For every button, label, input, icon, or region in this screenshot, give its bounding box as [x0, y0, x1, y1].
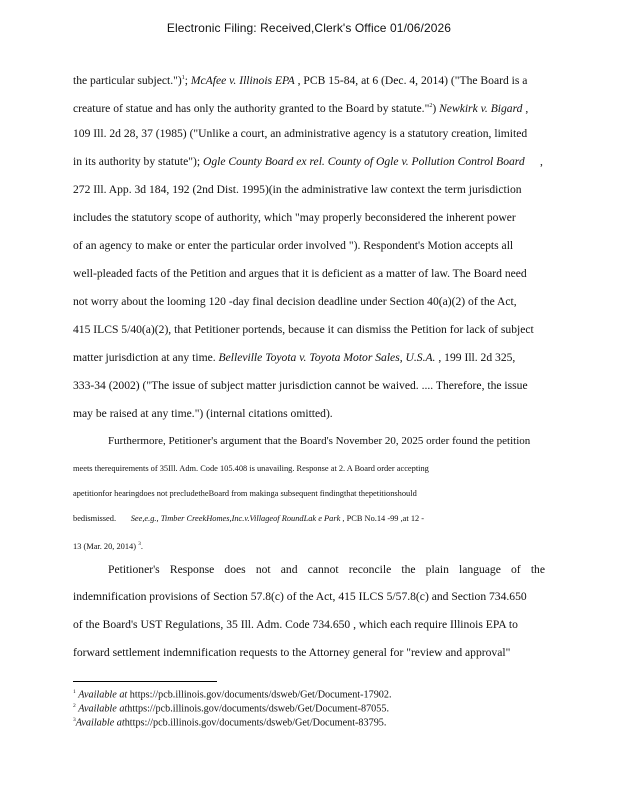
paragraph-2-line-1: Furthermore, Petitioner's argument that the Board's November 20, 2025 order found the petition	[108, 435, 531, 447]
body-line-4: in its authority by statute"); Ogle County Board ex rel. County of Ogle v. Pollution Control Board ,	[73, 155, 543, 168]
footnote-ref-3: 3	[138, 541, 141, 547]
case-citation: See,e.g., Timber CreekHomes,Inc.v.Villageof RoundLak e Park	[130, 514, 341, 523]
paragraph-3-line-1: Petitioner's Response does not and cannot reconcile the plain language of the	[108, 563, 545, 576]
body-line-9: not worry about the looming 120 -day final decision deadline under Section 40(a)(2) of the Act,	[73, 295, 517, 308]
footnote-link[interactable]: https://pcb.illinois.gov/documents/dsweb/Get/Document-83795.	[124, 717, 387, 729]
body-line-10: 415 ILCS 5/40(a)(2), that Petitioner portends, because it can dismiss the Petition for lack of subject	[73, 323, 534, 336]
body-line-1: the particular subject.")$^1$; McAfee v. Illinois EPA , PCB 15-84, at 6 (Dec. 4, 2014) ("The Board is a	[73, 73, 528, 87]
body-line-11: matter jurisdiction at any time. Belleville Toyota v. Toyota Motor Sales, U.S.A. , 199 Ill. 2d 325,	[73, 351, 516, 364]
body-line-3: 109 Ill. 2d 28, 37 (1985) ("Unlike a court, an administrative agency is a statutory creation, limited	[73, 127, 528, 140]
paragraph-2-line-5: 13 (Mar. 20, 2014) $^3$.	[73, 541, 143, 551]
footnote-separator	[73, 681, 217, 682]
paragraph-2-line-3: apetitionfor hearingdoes not precludetheBoard from makinga subsequent findingthat thepetitionshould	[73, 489, 417, 498]
body-line-8: well-pleaded facts of the Petition and argues that it is deficient as a matter of law. The Board need	[73, 267, 527, 280]
paragraph-3-line-2: indemnification provisions of Section 57.8(c) of the Act, 415 ILCS 5/57.8(c) and Section 734.650	[73, 590, 527, 603]
case-citation: Belleville Toyota v. Toyota Motor Sales, U.S.A.	[218, 351, 436, 364]
case-citation: Newkirk v. Bigard	[439, 101, 523, 115]
footnote-ref-2: 2	[429, 103, 433, 109]
body-line-2: creature of statue and has only the authority granted to the Board by statute."$^2$) Newkirk v. Bigard ,	[73, 101, 529, 115]
footnote-link[interactable]: https://pcb.illinois.gov/documents/dsweb/Get/Document-17902.	[127, 689, 392, 701]
body-line-12: 333-34 (2002) ("The issue of subject matter jurisdiction cannot be waived. .... Therefore, the issue	[73, 379, 528, 392]
footnote-1: $^1$ Available at https://pcb.illinois.gov/documents/dsweb/Get/Document-17902.	[73, 689, 392, 701]
case-citation: McAfee v. Illinois EPA	[190, 73, 295, 87]
body-line-7: of an agency to make or enter the particular order involved "). Respondent's Motion accepts all	[73, 239, 514, 252]
footnote-link[interactable]: https://pcb.illinois.gov/documents/dsweb/Get/Document-87055.	[127, 703, 389, 715]
body-line-6: includes the statutory scope of authority, which "may properly beconsidered the inherent power	[73, 211, 516, 224]
footnote-ref-1: 1	[181, 75, 185, 81]
paragraph-3-line-3: of the Board's UST Regulations, 35 Ill. Adm. Code 734.650 , which each require Illinois EPA to	[73, 618, 518, 631]
paragraph-3-line-4: forward settlement indemnification requests to the Attorney general for "review and approval"	[73, 646, 511, 659]
footnote-2: $^2$ Available athttps://pcb.illinois.gov/documents/dsweb/Get/Document-87055.	[73, 703, 389, 715]
paragraph-2-line-2: meets therequirements of 35Ill. Adm. Code 105.408 is unavailing. Response at 2. A Board order accepting	[73, 464, 429, 473]
paragraph-2-line-4: bedismissed. See,e.g., Timber CreekHomes,Inc.v.Villageof RoundLak e Park , PCB No.14 -99 ,at 12 -	[73, 514, 425, 523]
case-citation: Ogle County Board ex rel. County of Ogle v. Pollution Control Board	[203, 155, 525, 168]
footnote-3: $^3$Available athttps://pcb.illinois.gov/documents/dsweb/Get/Document-83795.	[73, 717, 387, 729]
body-line-5: 272 Ill. App. 3d 184, 192 (2nd Dist. 1995)(in the administrative law context the term jurisdiction	[73, 183, 522, 196]
body-line-13: may be raised at any time.") (internal citations omitted).	[73, 407, 333, 420]
filing-stamp-header: Electronic Filing: Received,Clerk's Office 01/06/2026	[166, 21, 452, 35]
